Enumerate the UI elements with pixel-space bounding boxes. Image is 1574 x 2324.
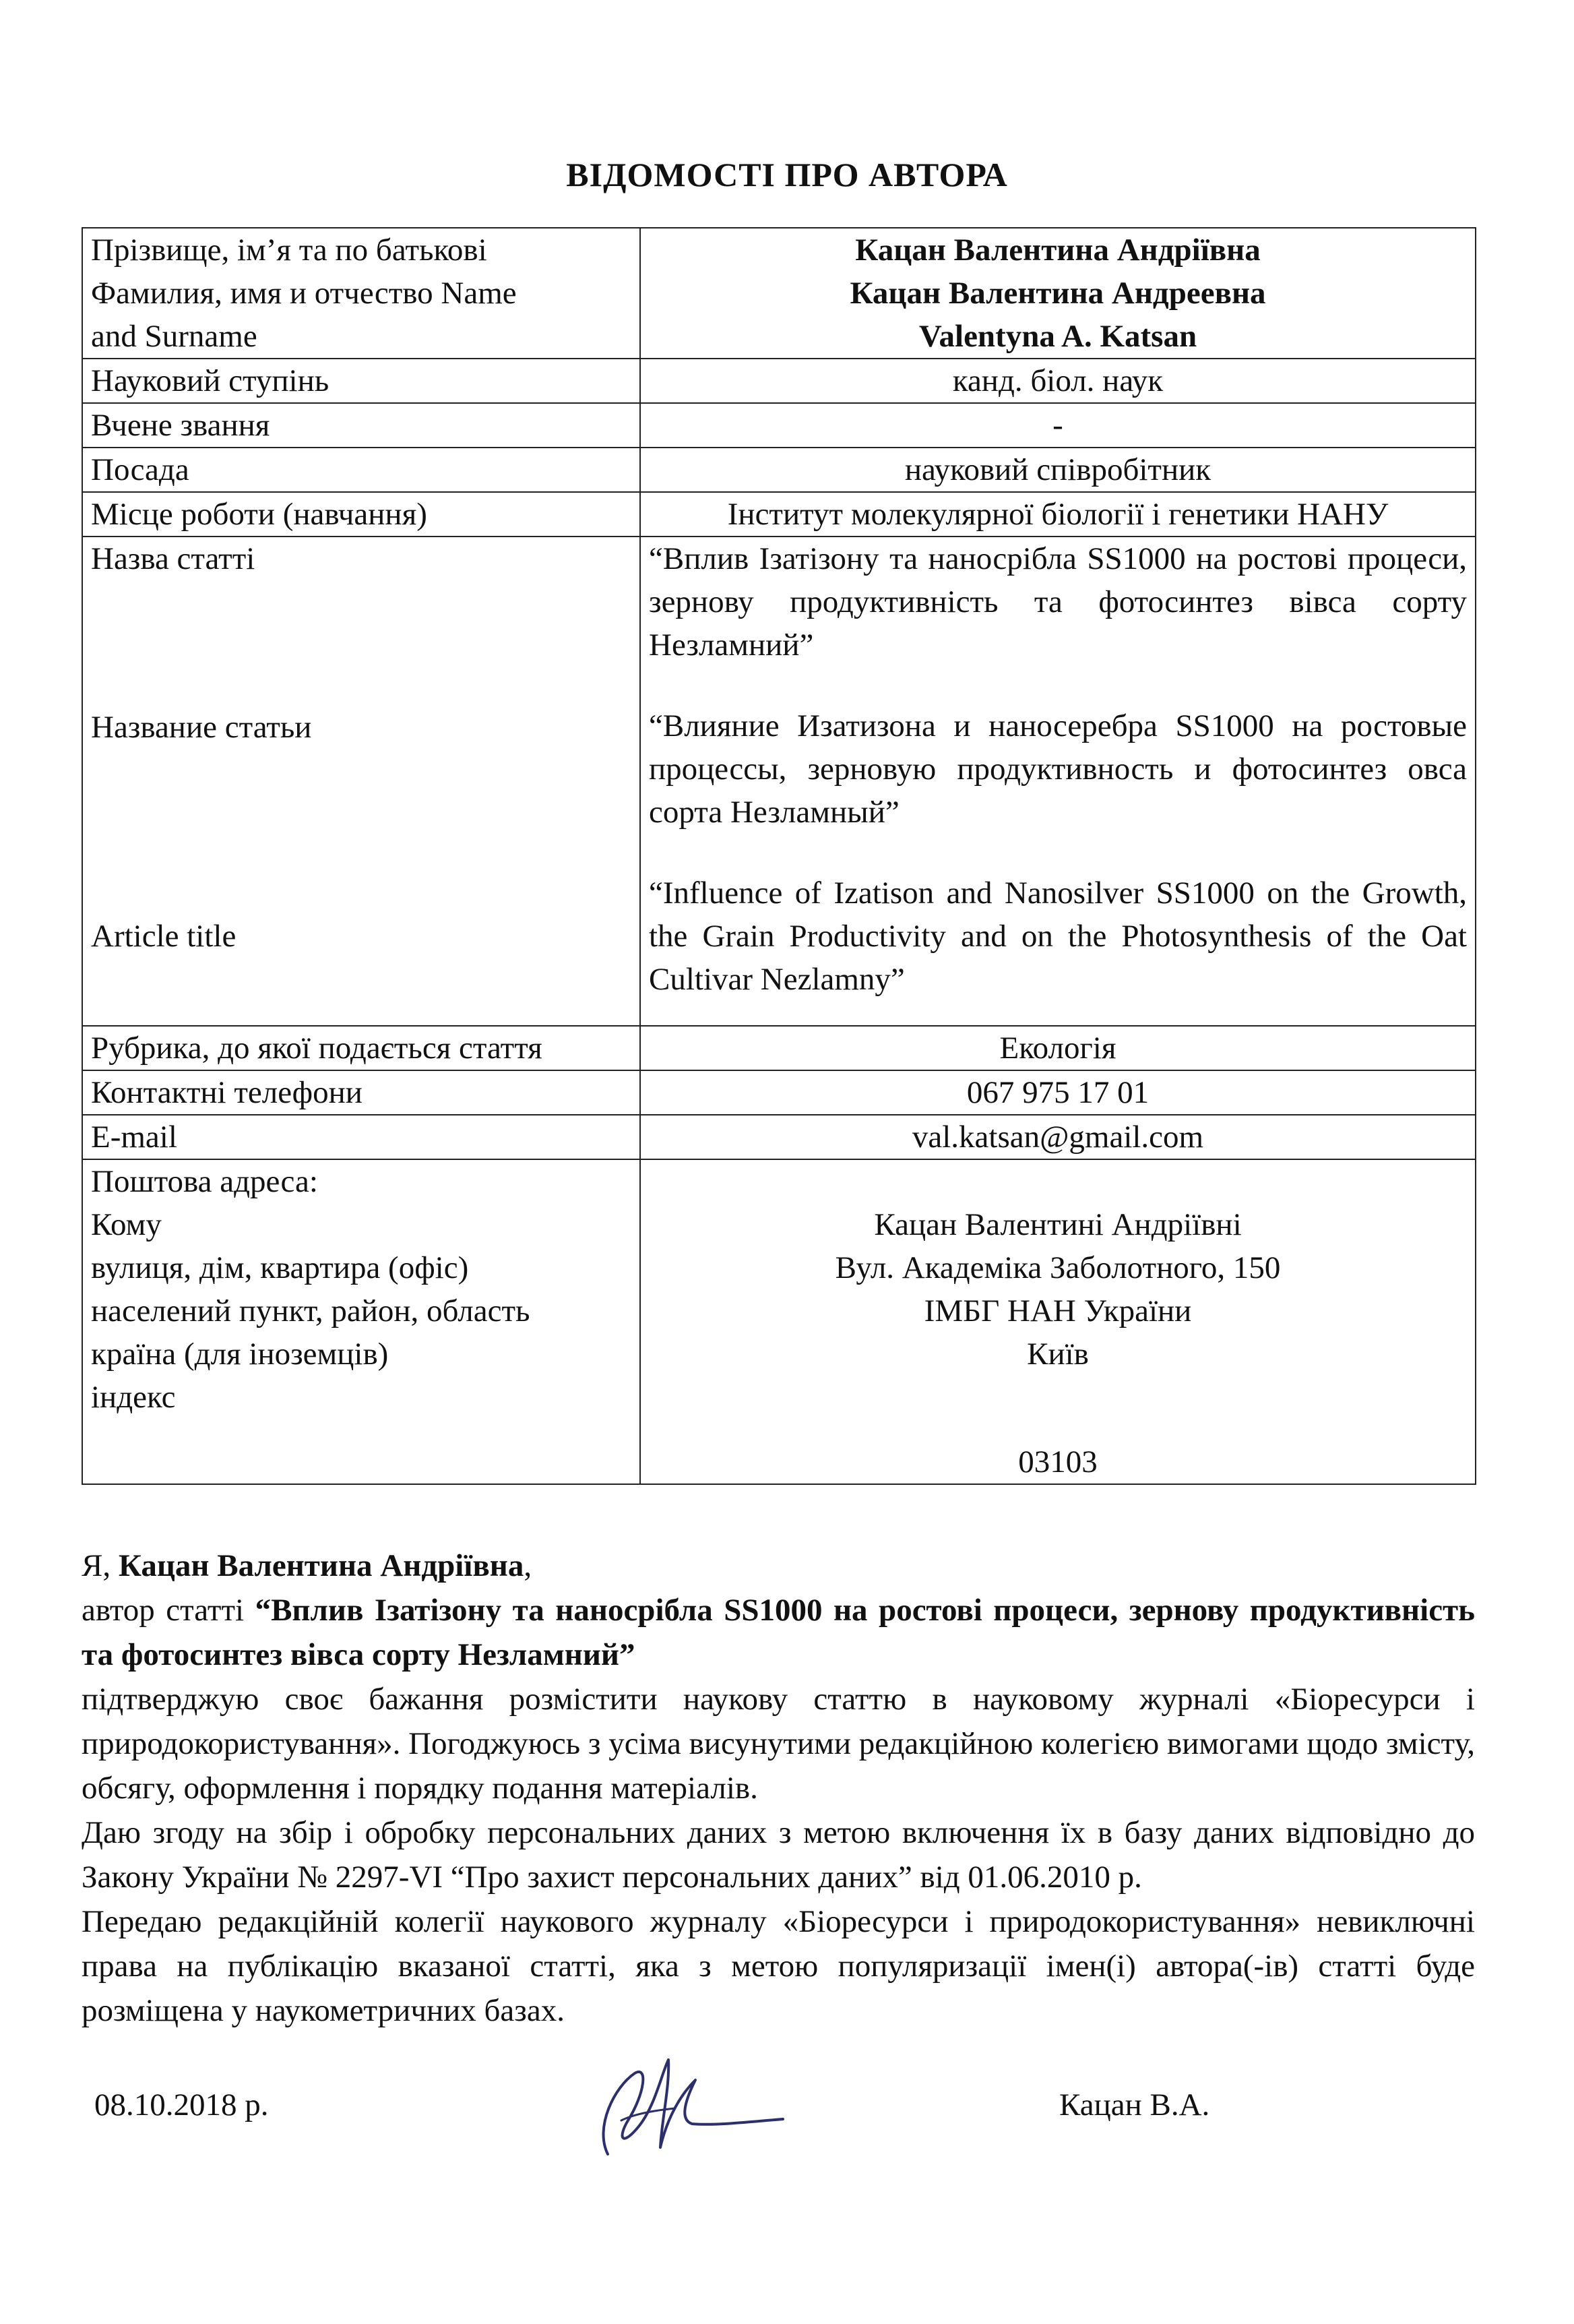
- declaration-intro: [82, 1543, 1475, 1588]
- name-label-line: Фамилия, имя и отчество Name: [91, 276, 517, 311]
- rank-label: Вчене звання: [82, 403, 640, 448]
- intro-prefix: Я,: [82, 1548, 119, 1583]
- declaration-paragraph-2: Даю згоду на збір і обробку персональних даних з метою включення їх в базу даних відповідно до Закону України № 2297-VI “Про захист персональних даних” від 01.06.2010 р.: [82, 1815, 1475, 1895]
- handwritten-signature: [581, 2046, 796, 2168]
- address-label-line: індекс: [91, 1380, 176, 1415]
- signature-date: 08.10.2018 р.: [94, 2087, 269, 2122]
- email-value: val.katsan@gmail.com: [640, 1115, 1476, 1159]
- name-label-cell: [82, 228, 640, 359]
- name-value-ru: Кацан Валентина Андреевна: [850, 276, 1266, 311]
- table-row-position: [82, 448, 1476, 492]
- address-label-line: Кому: [91, 1207, 162, 1242]
- degree-value: канд. біол. наук: [640, 359, 1476, 403]
- table-row-phone: [82, 1070, 1476, 1115]
- document-title: ВІДОМОСТІ ПРО АВТОРА: [566, 156, 1008, 193]
- position-value: науковий співробітник: [640, 448, 1476, 492]
- name-value-ua: Кацан Валентина Андріївна: [855, 233, 1261, 268]
- article-title-label-cell: [82, 537, 640, 1026]
- signatory-name: Кацан В.А.: [1059, 2087, 1210, 2122]
- table-row-name: [82, 228, 1476, 359]
- table-row-rank: [82, 403, 1476, 448]
- declaration-text: [82, 1543, 1475, 2033]
- address-label-line: населений пункт, район, область: [91, 1293, 530, 1328]
- table-row-workplace: [82, 492, 1476, 537]
- article-title-value-cell: [640, 537, 1476, 1026]
- name-label-line: Прізвище, ім’я та по батькові: [91, 233, 487, 268]
- address-organization: ІМБГ НАН України: [924, 1293, 1192, 1328]
- section-value: Екологія: [640, 1026, 1476, 1070]
- declaration-author-name: Кацан Валентина Андріївна: [118, 1548, 524, 1583]
- rank-value: -: [640, 403, 1476, 448]
- address-value-cell: [640, 1159, 1476, 1484]
- table-row-address: [82, 1159, 1476, 1484]
- intro-suffix: ,: [524, 1548, 532, 1583]
- declaration-article: [82, 1588, 1475, 1677]
- position-label: Посада: [82, 448, 640, 492]
- table-row-email: [82, 1115, 1476, 1159]
- article-title-label-ru: Название статьи: [91, 710, 312, 745]
- address-index: 03103: [1018, 1444, 1098, 1479]
- address-label-line: вулиця, дім, квартира (офіс): [91, 1250, 469, 1285]
- address-street: Вул. Академіка Заболотного, 150: [835, 1250, 1281, 1285]
- article-title-value-ua: “Вплив Ізатізону та наносрібла SS1000 на ростові процеси, зернову продуктивність та фотосинтез вівса сорту Незламний”: [649, 541, 1467, 663]
- table-row-section: [82, 1026, 1476, 1070]
- article-title-label-en: Article title: [91, 919, 237, 954]
- article-prefix: автор статті: [82, 1593, 255, 1628]
- address-label-line: Поштова адреса:: [91, 1164, 318, 1199]
- table-row-degree: [82, 359, 1476, 403]
- declaration-article-title: “Вплив Ізатізону та наносрібла SS1000 на ростові процеси, зернову продуктивність та фотосинтез вівса сорту Незламний”: [82, 1593, 1475, 1672]
- workplace-label: Місце роботи (навчання): [82, 492, 640, 537]
- address-label-cell: [82, 1159, 640, 1484]
- article-title-value-en: “Influence of Izatison and Nanosilver SS1000 on the Growth, the Grain Productivity and on the Photosynthesis of the Oat Cultivar Nezlamny”: [649, 876, 1467, 997]
- degree-label: Науковий ступінь: [82, 359, 640, 403]
- workplace-value: Інститут молекулярної біології і генетики НАНУ: [640, 492, 1476, 537]
- phone-label: Контактні телефони: [82, 1070, 640, 1115]
- address-label-line: країна (для іноземців): [91, 1337, 389, 1372]
- section-label: Рубрика, до якої подається стаття: [82, 1026, 640, 1070]
- author-info-table: [82, 227, 1476, 1485]
- article-title-value-ru: “Влияние Изатизона и наносеребра SS1000 на ростовые процессы, зерновую продуктивность и фотосинтез овса сорта Незламный”: [649, 708, 1467, 830]
- name-value-en: Valentyna A. Katsan: [918, 319, 1197, 354]
- declaration-paragraph-3: Передаю редакційній колегії наукового журналу «Біоресурси і природокористування» невиключні права на публікацію вказаної статті, яка з метою популяризації імен(і) автора(-ів) статті буде розміщена у наукометричних базах.: [82, 1904, 1475, 2028]
- article-title-label-ua: Назва статті: [91, 541, 255, 576]
- address-recipient: Кацан Валентині Андріївні: [874, 1207, 1242, 1242]
- phone-value: 067 975 17 01: [640, 1070, 1476, 1115]
- declaration-paragraph-1: підтверджую своє бажання розмістити наукову статтю в науковому журналі «Біоресурси і природокористування». Погоджуюсь з усіма висунутими редакційною колегією вимогами щодо змісту, обсягу, оформлення і порядку подання матеріалів.: [82, 1682, 1475, 1806]
- name-value-cell: [640, 228, 1476, 359]
- address-city: Київ: [1027, 1337, 1089, 1372]
- table-row-article-title: [82, 537, 1476, 1026]
- email-label: E-mail: [82, 1115, 640, 1159]
- name-label-line: and Surname: [91, 319, 257, 354]
